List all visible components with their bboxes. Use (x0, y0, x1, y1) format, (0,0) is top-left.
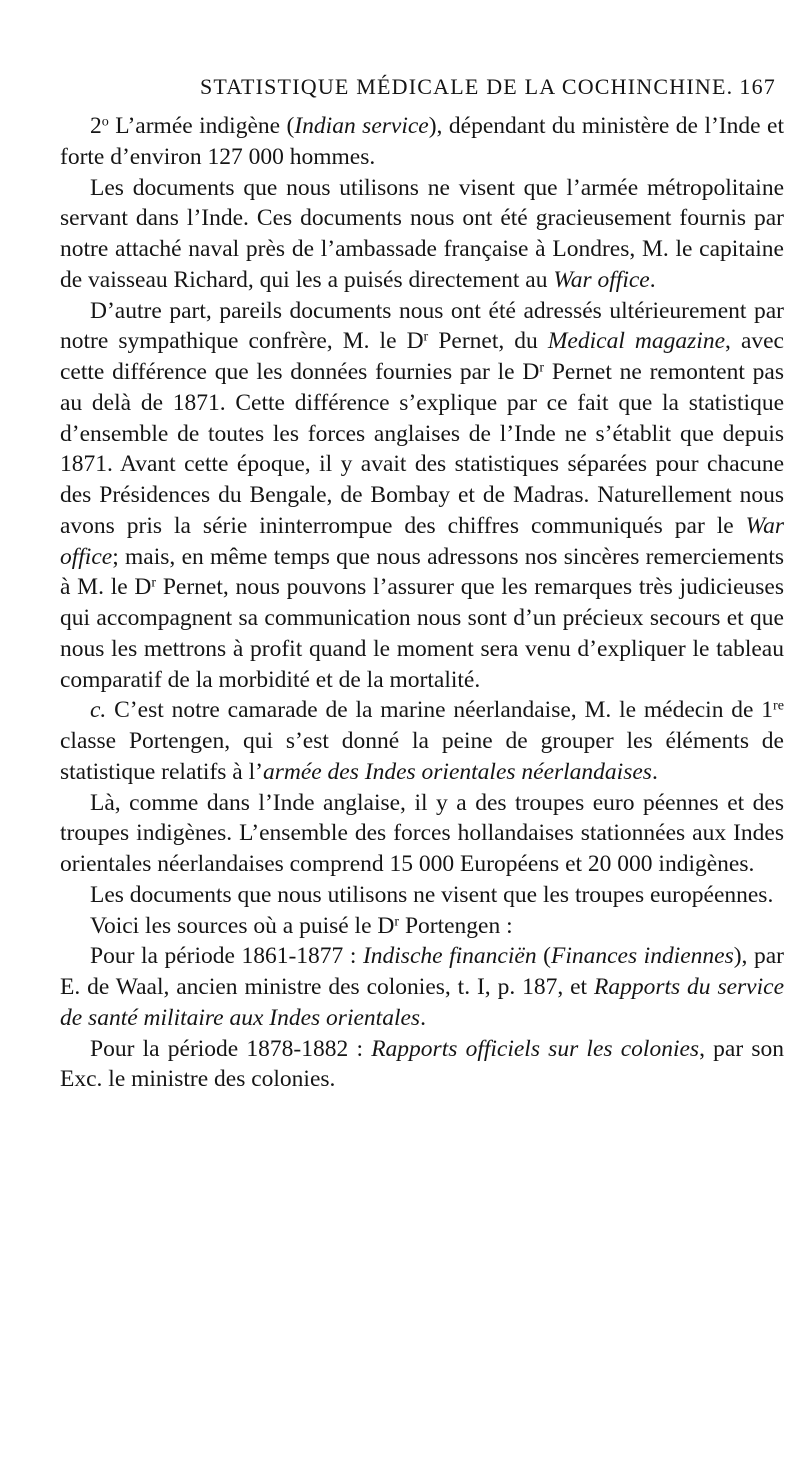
text-run: ( (536, 943, 551, 970)
text-run: . (420, 1004, 426, 1031)
text-run: Là, comme dans l’Inde anglaise, il y a des troupes euro péennes et des troupes indigènes. L’ensemble des forces hollandaises stationnées aux Indes orientales néerlandaises comprend 15 000 Européens et 20 000 indigènes. (60, 789, 784, 877)
text-run: classe Portengen, qui s’est donné la peine de grouper les éléments de statistique relatifs à l’ (60, 728, 784, 785)
text-run: C’est notre camarade de la marine néerlandaise, M. le médecin de 1 (106, 697, 774, 724)
superscript: r (151, 574, 157, 591)
text-run: D’autre part, pareils documents nous ont été adressés ultérieurement par notre sympathique confrère, M. le D (60, 297, 784, 355)
superscript: o (101, 113, 109, 130)
paragraph-documents-war-office (60, 173, 784, 296)
text-run: ; mais, en même temps que nous adressons nos sincères remerciements à M. le D (60, 543, 784, 601)
italic-text: War office (553, 266, 650, 293)
text-run: Voici les sources où a puisé le D (90, 912, 395, 939)
paragraph-indian-service (60, 111, 784, 173)
italic-text: c. (90, 697, 107, 724)
paragraph-dr-pernet (60, 296, 784, 696)
superscript: r (394, 912, 400, 929)
paragraph-period-1861-1877 (60, 941, 784, 1033)
text-run: L’armée indigène ( (108, 113, 295, 139)
running-title: STATISTIQUE MÉDICALE DE LA COCHINCHINE. (200, 74, 734, 99)
text-run: Portengen : (399, 912, 513, 939)
text-run: , par son Exc. le ministre des colonies. (60, 1035, 784, 1093)
italic-text: armée des Indes orientales néerlandaises (262, 758, 652, 785)
text-run: , avec cette différence que les données fournies par le D (60, 328, 784, 385)
text-run: Pernet ne remontent pas au delà de 1871. Cette différence s’explique par ce fait que la statistique d’ensemble de toutes les forces anglaises de l’Inde ne s’établit que depuis 1871. Avant cette époque, il y avait des statistiques séparées pour chacune des Présidences du Bengale, de Bombay et de Madras. Naturellement nous avons pris la série ininterrompue des chiffres communiqués par le (60, 359, 784, 539)
paragraph-european-troops (60, 880, 784, 911)
italic-text: Indian service (294, 113, 429, 139)
italic-text: Rapports du service de santé militaire aux Indes orientales (60, 974, 784, 1031)
text-run: . (651, 758, 658, 785)
page-number: 167 (739, 74, 776, 99)
text-run: Pour la période 1878-1882 : (90, 1035, 372, 1062)
paragraph-troop-counts (60, 788, 784, 880)
italic-text: Rapports officiels sur les colonies (371, 1035, 700, 1062)
text-run: ), par E. de Waal, ancien ministre des colonies, t. I, p. 187, et (60, 943, 784, 1000)
italic-text: Indische financiën (362, 943, 537, 970)
text-run: ), dépendant du ministère de l’Inde et forte d’environ 127 000 hommes. (60, 113, 784, 170)
text-run: 2 (90, 113, 102, 139)
italic-text: Finances indiennes (550, 943, 734, 970)
text-run: . (649, 266, 656, 293)
italic-text: War office (60, 512, 784, 570)
text-run: Pernet, nous pouvons l’assurer que les remarques très judicieuses qui accompagnent sa communication nous sont d’un précieux secours et que nous les mettrons à profit quand le moment sera venu d’expliquer le tableau comparatif de la morbidité et de la mortalité. (60, 574, 784, 693)
text-run: Pernet, du (428, 328, 548, 355)
superscript: r (539, 359, 545, 376)
running-header (60, 74, 790, 104)
paragraph-dutch-navy (60, 695, 784, 787)
paragraph-sources-intro (60, 911, 784, 942)
italic-text: Medical magazine (547, 328, 725, 355)
paragraph-period-1878-1882 (60, 1034, 784, 1096)
body-text (60, 111, 784, 1095)
superscript: r (423, 328, 429, 345)
text-run: Les documents que nous utilisons ne visent que l’armée métropolitaine servant dans l’Inde. Ces documents nous ont été gracieusement fournis par notre attaché naval près de l’ambassade française à Londres, M. le capitaine de vaisseau Richard, qui les a puisés directement au (60, 174, 784, 293)
text-run: Les documents que nous utilisons ne visent que les troupes européennes. (90, 881, 774, 908)
superscript: re (773, 697, 784, 714)
text-run: Pour la période 1861-1877 : (90, 943, 363, 970)
